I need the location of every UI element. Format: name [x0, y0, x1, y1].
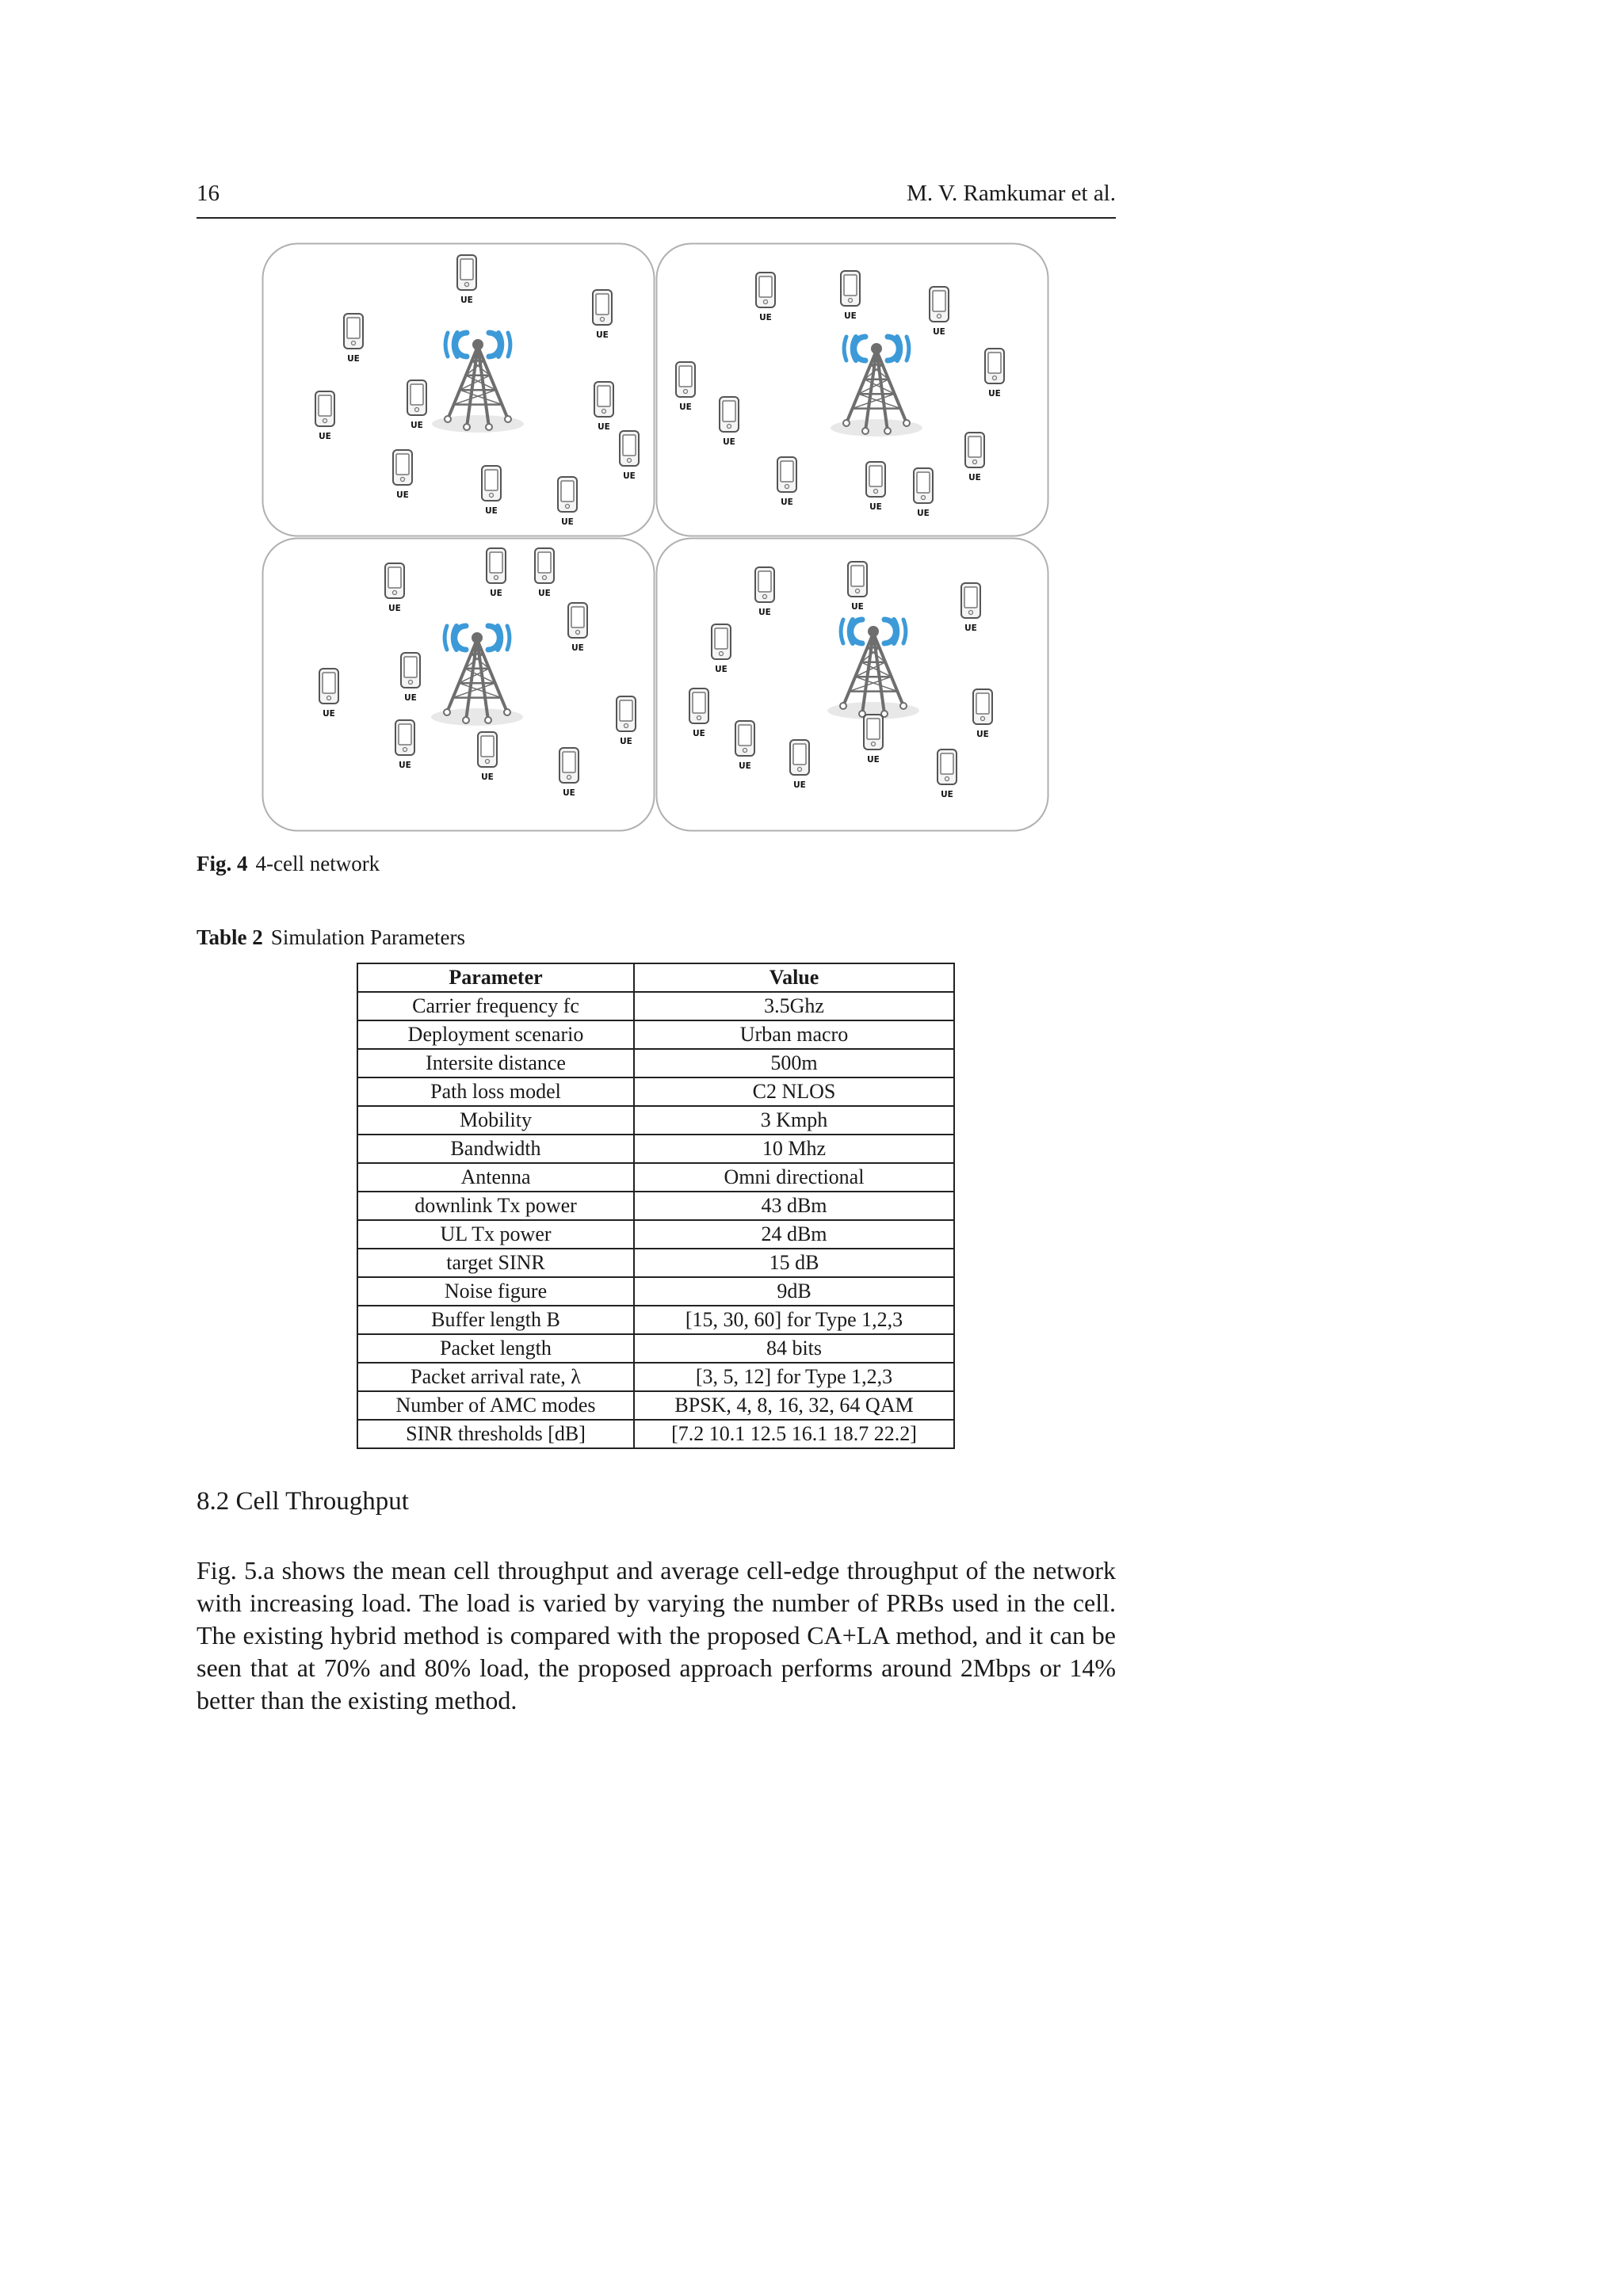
ue-label: UE — [404, 693, 417, 703]
table-label: Table 2 — [197, 925, 263, 949]
ue-label: UE — [399, 761, 411, 770]
ue-label: UE — [596, 330, 609, 340]
value-cell: [7.2 10.1 12.5 16.1 18.7 22.2] — [634, 1420, 954, 1448]
ue-label: UE — [739, 761, 751, 771]
table-row — [357, 1306, 954, 1334]
ue-label: UE — [793, 780, 806, 790]
running-head — [197, 181, 1116, 212]
value-cell: 500m — [634, 1049, 954, 1077]
table-row — [357, 1220, 954, 1249]
ue-label: UE — [323, 709, 335, 719]
value-cell: 3.5Ghz — [634, 992, 954, 1020]
figure-caption-text: 4-cell network — [255, 852, 380, 875]
table-row — [357, 1420, 954, 1448]
value-cell: 9dB — [634, 1277, 954, 1306]
parameter-cell: Mobility — [357, 1106, 634, 1135]
value-cell: 84 bits — [634, 1334, 954, 1363]
ue-label: UE — [598, 422, 610, 432]
table-row — [357, 1363, 954, 1391]
header-rule — [197, 217, 1116, 219]
table-row — [357, 1192, 954, 1220]
table-row — [357, 1163, 954, 1192]
ue-label: UE — [869, 502, 882, 512]
ue-label: UE — [485, 506, 498, 516]
ue-label: UE — [933, 327, 945, 337]
table-body — [357, 992, 954, 1448]
column-header-value: Value — [634, 963, 954, 992]
ue-label: UE — [538, 589, 551, 598]
parameter-cell: UL Tx power — [357, 1220, 634, 1249]
ue-label: UE — [917, 509, 930, 518]
running-head-authors: M. V. Ramkumar et al. — [907, 181, 1116, 206]
parameter-cell: Buffer length B — [357, 1306, 634, 1334]
value-cell: [15, 30, 60] for Type 1,2,3 — [634, 1306, 954, 1334]
ue-label: UE — [964, 624, 977, 633]
parameter-cell: SINR thresholds [dB] — [357, 1420, 634, 1448]
ue-label: UE — [563, 788, 575, 798]
table-row — [357, 992, 954, 1020]
parameter-cell: Deployment scenario — [357, 1020, 634, 1049]
ue-label: UE — [715, 665, 727, 674]
value-cell: 24 dBm — [634, 1220, 954, 1249]
ue-label: UE — [941, 790, 953, 799]
ue-label: UE — [623, 471, 636, 481]
page-number: 16 — [197, 181, 220, 206]
value-cell: Urban macro — [634, 1020, 954, 1049]
network-diagram — [262, 242, 1050, 833]
parameter-cell: Packet length — [357, 1334, 634, 1363]
table-row — [357, 1249, 954, 1277]
value-cell: C2 NLOS — [634, 1077, 954, 1106]
parameter-cell: downlink Tx power — [357, 1192, 634, 1220]
ue-label: UE — [867, 755, 880, 765]
ue-label: UE — [988, 389, 1001, 399]
parameter-cell: Number of AMC modes — [357, 1391, 634, 1420]
ue-label: UE — [571, 643, 584, 653]
table-row — [357, 1391, 954, 1420]
parameter-cell: target SINR — [357, 1249, 634, 1277]
ue-label: UE — [968, 473, 981, 482]
value-cell: 43 dBm — [634, 1192, 954, 1220]
body-paragraph: Fig. 5.a shows the mean cell throughput and average cell-edge throughput of the network with increasing load. The load is varied by varying the number of PRBs used in the cell. The existing hybrid method is compared with the proposed CA+LA method, and it can be seen that at 70% and 80% load, the proposed approach performs around 2Mbps or 14% better than the existing method. — [197, 1556, 1116, 1714]
value-cell: 3 Kmph — [634, 1106, 954, 1135]
ue-label: UE — [490, 589, 502, 598]
table-row — [357, 1077, 954, 1106]
ue-label: UE — [319, 432, 331, 441]
network-figure — [262, 242, 1050, 833]
ue-label: UE — [347, 354, 360, 364]
parameter-cell: Bandwidth — [357, 1135, 634, 1163]
ue-label: UE — [723, 437, 735, 447]
parameter-cell: Antenna — [357, 1163, 634, 1192]
value-cell: 15 dB — [634, 1249, 954, 1277]
ue-label: UE — [396, 490, 409, 500]
ue-label: UE — [620, 737, 632, 746]
ue-label: UE — [758, 608, 771, 617]
ue-label: UE — [561, 517, 574, 527]
ue-label: UE — [976, 730, 989, 739]
value-cell: BPSK, 4, 8, 16, 32, 64 QAM — [634, 1391, 954, 1420]
table-row — [357, 1049, 954, 1077]
table-row — [357, 1135, 954, 1163]
ue-label: UE — [844, 311, 857, 321]
parameter-cell: Path loss model — [357, 1077, 634, 1106]
table-caption — [197, 925, 465, 950]
ue-label: UE — [411, 421, 423, 430]
figure-label: Fig. 4 — [197, 852, 248, 875]
ue-label: UE — [679, 402, 692, 412]
ue-label: UE — [460, 296, 473, 305]
ue-label: UE — [781, 498, 793, 507]
column-header-parameter: Parameter — [357, 963, 634, 992]
parameter-cell: Noise figure — [357, 1277, 634, 1306]
section-heading: 8.2 Cell Throughput — [197, 1487, 409, 1516]
table-row — [357, 1020, 954, 1049]
ue-label: UE — [388, 604, 401, 613]
ue-label: UE — [759, 313, 772, 322]
parameter-cell: Carrier frequency fc — [357, 992, 634, 1020]
table-row — [357, 1334, 954, 1363]
value-cell: 10 Mhz — [634, 1135, 954, 1163]
parameter-cell: Intersite distance — [357, 1049, 634, 1077]
figure-caption — [197, 852, 380, 876]
ue-label: UE — [481, 772, 494, 782]
ue-label: UE — [693, 729, 705, 738]
table-header-row — [357, 963, 954, 992]
ue-label: UE — [851, 602, 864, 612]
table-row — [357, 1277, 954, 1306]
simulation-parameters-table — [357, 963, 955, 1449]
table-caption-text: Simulation Parameters — [270, 925, 465, 949]
value-cell: [3, 5, 12] for Type 1,2,3 — [634, 1363, 954, 1391]
value-cell: Omni directional — [634, 1163, 954, 1192]
table-row — [357, 1106, 954, 1135]
parameter-cell: Packet arrival rate, λ — [357, 1363, 634, 1391]
